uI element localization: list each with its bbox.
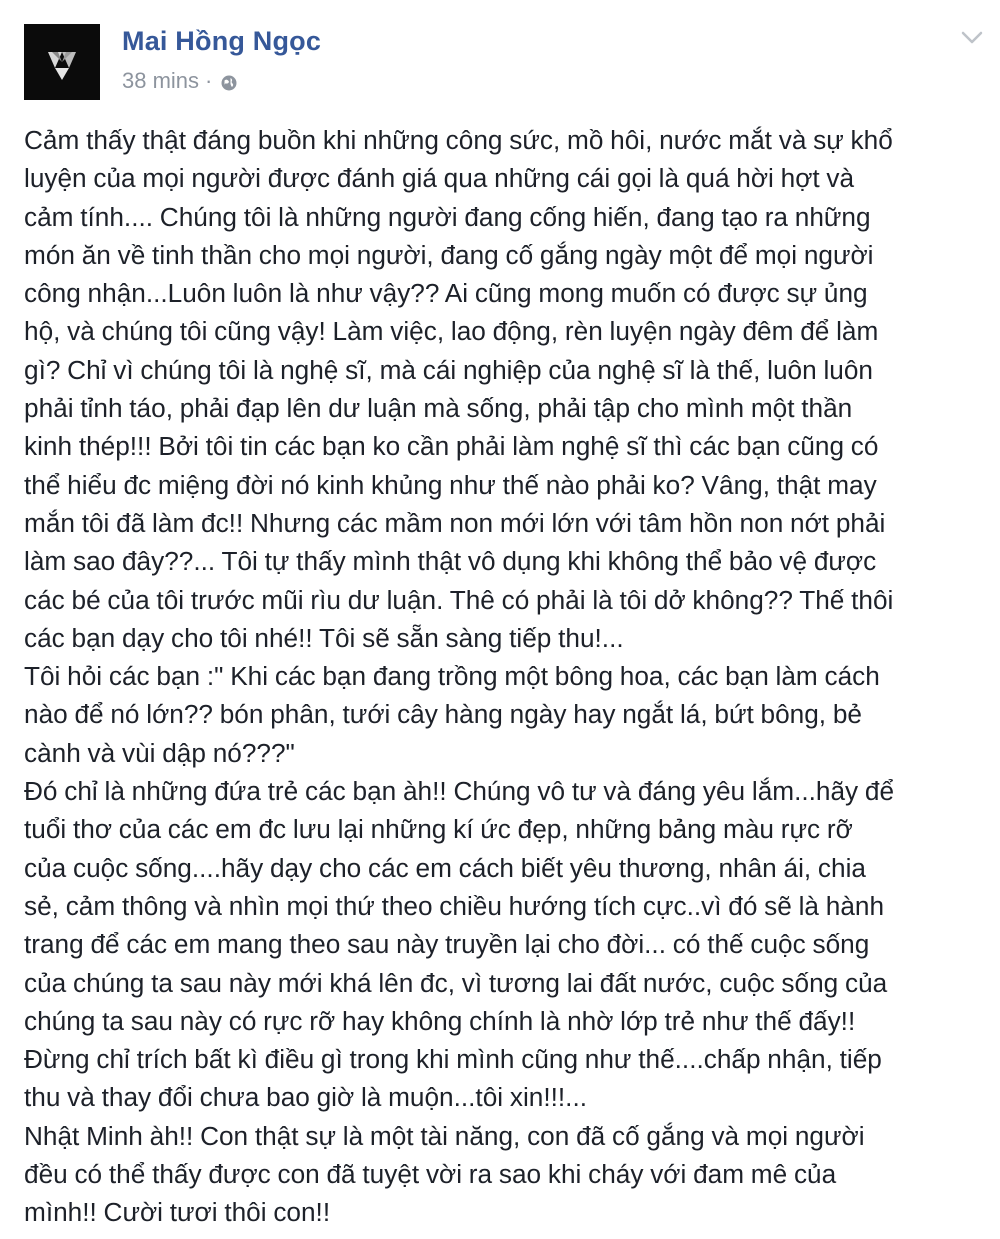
post-line: Nhật Minh àh!! Con thật sự là một tài năng, con đã cố gắng và mọi người <box>24 1120 865 1151</box>
post-line: kinh thép!!! Bởi tôi tin các bạn ko cần phải làm nghệ sĩ thì các bạn cũng có <box>24 431 879 462</box>
post-line: của cuộc sống....hãy dạy cho các em cách biết yêu thương, nhân ái, chia <box>24 852 866 883</box>
post-line: món ăn về tinh thần cho mọi người, đang cố gắng ngày một để mọi người <box>24 239 874 270</box>
post-line: Cảm thấy thật đáng buồn khi những công sức, mồ hôi, nước mắt và sự khổ <box>24 125 893 155</box>
post-line: đều có thể thấy được con đã tuyệt vời ra sao khi cháy với đam mê của <box>24 1159 837 1190</box>
chevron-down-icon[interactable] <box>960 30 984 46</box>
post-line: chúng ta sau này có rực rỡ hay không chính là nhờ lớp trẻ như thế đấy!! <box>24 1005 856 1036</box>
post-line: cành và vùi dập nó???" <box>24 737 295 768</box>
post-line: công nhận...Luôn luôn là như vậy?? Ai cũng mong muốn có được sự ủng <box>24 278 868 309</box>
post-line: hộ, và chúng tôi cũng vậy! Làm việc, lao động, rèn luyện ngày đêm để làm <box>24 316 879 347</box>
post-line: mắn tôi đã làm đc!! Nhưng các mầm non mới lớn với tâm hồn non nớt phải <box>24 507 886 538</box>
globe-icon[interactable] <box>220 72 238 90</box>
post-line: của chúng ta sau này mới khá lên đc, vì tương lai đất nước, cuộc sống của <box>24 967 888 998</box>
post-line: các bé của tôi trước mũi rìu dư luận. Thê có phải là tôi dở không?? Thế thôi <box>24 584 894 615</box>
author-name[interactable]: Mai Hồng Ngọc <box>122 26 322 56</box>
post-line: thể hiểu đc miệng đời nó kinh khủng như thế nào phải ko? Vâng, thật may <box>24 469 877 500</box>
avatar[interactable] <box>24 24 100 100</box>
post-line: các bạn dạy cho tôi nhé!! Tôi sẽ sẵn sàng tiếp thu!... <box>24 622 624 653</box>
post-body <box>24 121 984 1232</box>
post-line: làm sao đây??... Tôi tự thấy mình thật vô dụng khi không thể bảo vệ được <box>24 546 877 577</box>
post-line: cảm tính.... Chúng tôi là những người đang cống hiến, đang tạo ra những <box>24 201 871 232</box>
post-line: Đó chỉ là những đứa trẻ các bạn àh!! Chúng vô tư và đáng yêu lắm...hãy để <box>24 776 895 807</box>
post-line: Đừng chỉ trích bất kì điều gì trong khi mình cũng như thế....chấp nhận, tiếp <box>24 1044 882 1075</box>
meta-separator: · <box>205 68 213 93</box>
post-line: sẻ, cảm thông và nhìn mọi thứ theo chiều hướng tích cực..vì đó sẽ là hành <box>24 890 885 921</box>
post-line: mình!! Cười tươi thôi con!! <box>24 1197 331 1228</box>
post-line: phải tỉnh táo, phải đạp lên dư luận mà sống, phải tập cho mình một thần <box>24 393 853 424</box>
post-line: thu và thay đổi chưa bao giờ là muộn...tôi xin!!!... <box>24 1082 587 1113</box>
logo-icon <box>24 24 100 100</box>
post-line: tuổi thơ của các em đc lưu lại những kí ức đẹp, những bảng màu rực rỡ <box>24 814 853 845</box>
post-meta <box>122 68 238 94</box>
post-line: luyện của mọi người được đánh giá qua những cái gọi là quá hời hợt và <box>24 163 855 194</box>
post-line: trang để các em mang theo sau này truyền lại cho đời... có thế cuộc sống <box>24 929 870 960</box>
post-line: nào để nó lớn?? bón phân, tưới cây hàng ngày hay ngắt lá, bứt bông, bẻ <box>24 699 862 730</box>
post-line: Tôi hỏi các bạn :" Khi các bạn đang trồng một bông hoa, các bạn làm cách <box>24 661 880 692</box>
post-timestamp[interactable]: 38 mins <box>122 68 200 93</box>
post-line: gì? Chỉ vì chúng tôi là nghệ sĩ, mà cái nghiệp của nghệ sĩ là thế, luôn luôn <box>24 354 873 385</box>
